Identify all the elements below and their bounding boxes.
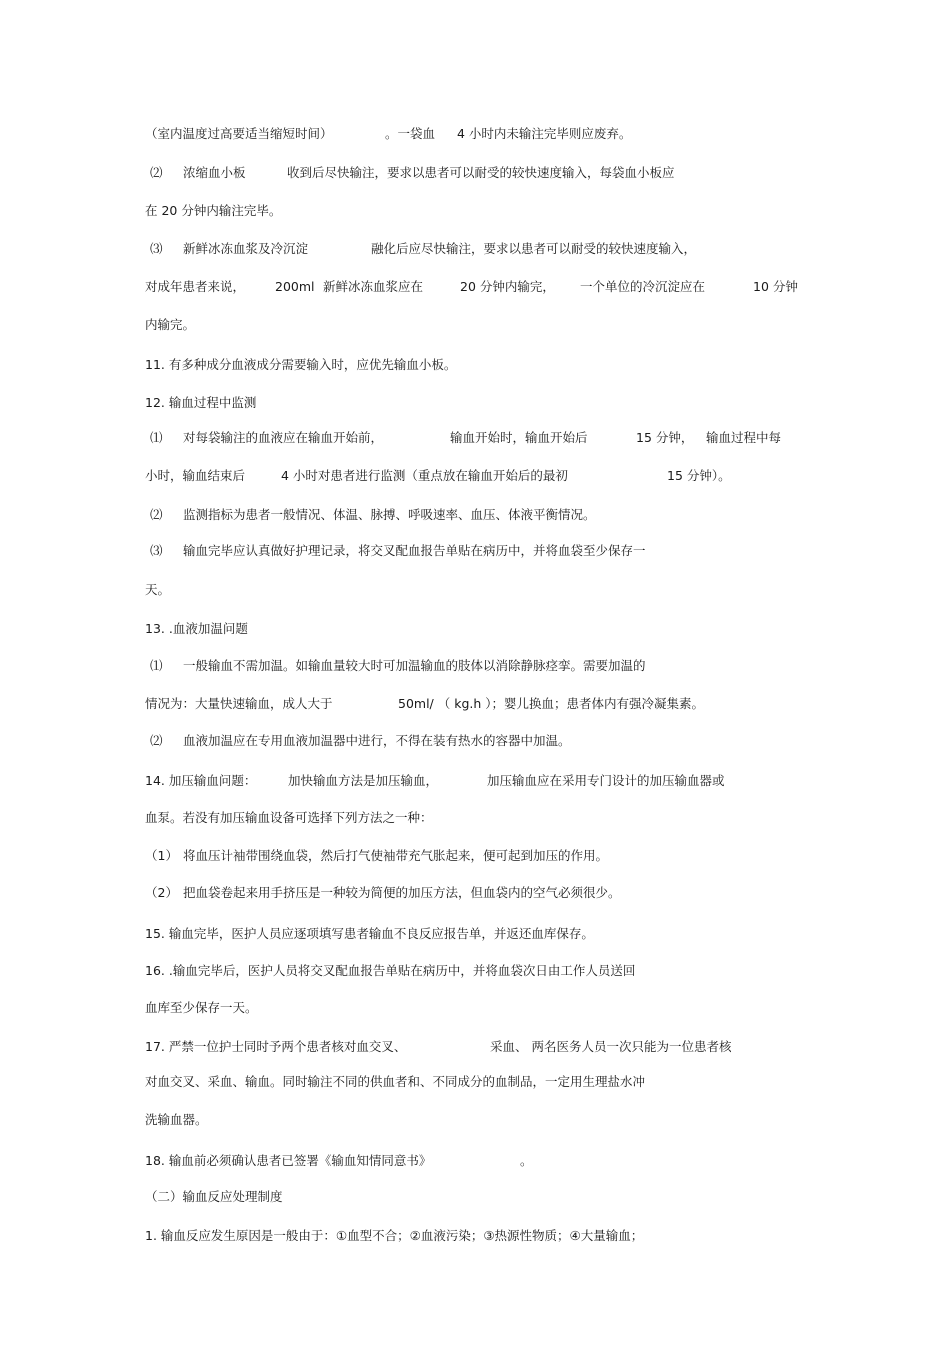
text-line <box>145 201 825 221</box>
text-run: 情况为：大量快速输血，成人大于 <box>145 696 333 711</box>
text-run: 对每袋输注的血液应在输血开始前， <box>183 430 384 445</box>
text-run: 4 小时对患者进行监测（重点放在输血开始后的最初 <box>281 468 568 483</box>
text-run: 天。 <box>145 582 171 597</box>
text-line <box>145 656 825 676</box>
text-run: ⑵ <box>150 507 163 522</box>
text-run: 在 20 分钟内输注完毕。 <box>145 203 282 218</box>
text-run: 监测指标为患者一般情况、体温、脉搏、呼吸速率、血压、体液平衡情况。 <box>183 507 596 522</box>
text-run: 血泵。若没有加压输血设备可选择下列方法之一种： <box>145 810 433 825</box>
text-line <box>145 1037 825 1057</box>
text-line <box>145 505 825 525</box>
text-line <box>145 1110 825 1130</box>
text-run: ⑵ <box>150 165 163 180</box>
text-run: 把血袋卷起来用手挤压是一种较为简便的加压方法，但血袋内的空气必须很少。 <box>183 885 621 900</box>
text-run: 采血、 两名医务人员一次只能为一位患者核 <box>490 1039 732 1054</box>
text-run: 。一袋血 <box>385 126 436 141</box>
text-run: ⑶ <box>150 241 163 256</box>
text-run: 将血压计袖带围绕血袋，然后打气使袖带充气胀起来，便可起到加压的作用。 <box>183 848 609 863</box>
text-line <box>145 731 825 751</box>
text-run: 10 分钟 <box>753 279 798 294</box>
text-line <box>145 883 825 903</box>
text-run: ⑴ <box>150 658 163 673</box>
text-run: 浓缩血小板 <box>183 165 246 180</box>
text-run: 18. 输血前必须确认患者已签署《输血知情同意书》 <box>145 1153 432 1168</box>
text-run: 一般输血不需加温。如输血量较大时可加温输血的肢体以消除静脉痉挛。需要加温的 <box>183 658 646 673</box>
text-run: 内输完。 <box>145 317 196 332</box>
text-run: 。 <box>520 1153 533 1168</box>
section-heading <box>145 1187 825 1207</box>
text-line <box>145 277 825 297</box>
text-line <box>145 846 825 866</box>
text-line <box>145 355 825 375</box>
text-run: 15 分钟）。 <box>667 468 731 483</box>
text-line <box>145 619 825 639</box>
text-run: ⑵ <box>150 733 163 748</box>
text-run: 13. .血液加温问题 <box>145 621 248 636</box>
text-run: （1） <box>145 848 178 863</box>
text-run: 融化后应尽快输注，要求以患者可以耐受的较快速度输入， <box>371 241 697 256</box>
text-line <box>145 694 825 714</box>
text-line <box>145 1226 825 1246</box>
text-run: （2） <box>145 885 178 900</box>
text-run: 输血过程中每 <box>706 430 782 445</box>
text-line <box>145 541 825 561</box>
text-run: 16. .输血完毕后，医护人员将交叉配血报告单贴在病历中，并将血袋次日由工作人员送回 <box>145 963 636 978</box>
text-run: 1. 输血反应发生原因是一般由于：①血型不合；②血液污染；③热源性物质；④大量输血； <box>145 1228 644 1243</box>
text-run: 血库至少保存一天。 <box>145 1000 258 1015</box>
text-line <box>145 1072 825 1092</box>
text-run: 对血交叉、采血、输血。同时输注不同的供血者和、不同成分的血制品，一定用生理盐水冲 <box>145 1074 646 1089</box>
text-line <box>145 466 825 486</box>
text-line <box>145 998 825 1018</box>
text-line <box>145 580 825 600</box>
text-run: 输血开始时，输血开始后 <box>450 430 588 445</box>
text-line <box>145 163 825 183</box>
text-line <box>145 808 825 828</box>
text-line <box>145 393 825 413</box>
text-run: 血液加温应在专用血液加温器中进行，不得在装有热水的容器中加温。 <box>183 733 571 748</box>
text-run: 新鲜冰冻血浆及冷沉淀 <box>183 241 309 256</box>
text-run: 一个单位的冷沉淀应在 <box>580 279 706 294</box>
text-run: 加快输血方法是加压输血， <box>288 773 439 788</box>
text-run: 加压输血应在采用专门设计的加压输血器或 <box>487 773 725 788</box>
text-run: （室内温度过高要适当缩短时间） <box>145 126 333 141</box>
text-run: 4 小时内未输注完毕则应废弃。 <box>457 126 632 141</box>
text-run: 14. 加压输血问题： <box>145 773 257 788</box>
text-run: 20 分钟内输完， <box>460 279 555 294</box>
text-run: 洗输血器。 <box>145 1112 208 1127</box>
text-line <box>145 771 825 791</box>
text-line <box>145 124 825 144</box>
text-run: 12. 输血过程中监测 <box>145 395 257 410</box>
text-run: 小时，输血结束后 <box>145 468 246 483</box>
text-run: 收到后尽快输注，要求以患者可以耐受的较快速度输入，每袋血小板应 <box>287 165 675 180</box>
text-line <box>145 1151 825 1171</box>
text-run: 11. 有多种成分血液成分需要输入时，应优先输血小板。 <box>145 357 457 372</box>
text-run: ⑴ <box>150 430 163 445</box>
text-run: 15 分钟， <box>636 430 694 445</box>
text-run: 15. 输血完毕，医护人员应逐项填写患者输血不良反应报告单，并返还血库保存。 <box>145 926 594 941</box>
text-run: ⑶ <box>150 543 163 558</box>
text-run: 50ml/ （ kg.h ）；婴儿换血；患者体内有强冷凝集素。 <box>398 696 705 711</box>
text-line <box>145 239 825 259</box>
text-line <box>145 924 825 944</box>
text-run: 200ml <box>275 279 315 294</box>
text-run: （二）输血反应处理制度 <box>145 1189 283 1204</box>
text-run: 输血完毕应认真做好护理记录，将交叉配血报告单贴在病历中，并将血袋至少保存一 <box>183 543 646 558</box>
text-line <box>145 961 825 981</box>
text-run: 17. 严禁一位护士同时予两个患者核对血交叉、 <box>145 1039 407 1054</box>
text-line <box>145 315 825 335</box>
text-run: 对成年患者来说， <box>145 279 246 294</box>
text-line <box>145 428 825 448</box>
text-run: 新鲜冰冻血浆应在 <box>323 279 424 294</box>
